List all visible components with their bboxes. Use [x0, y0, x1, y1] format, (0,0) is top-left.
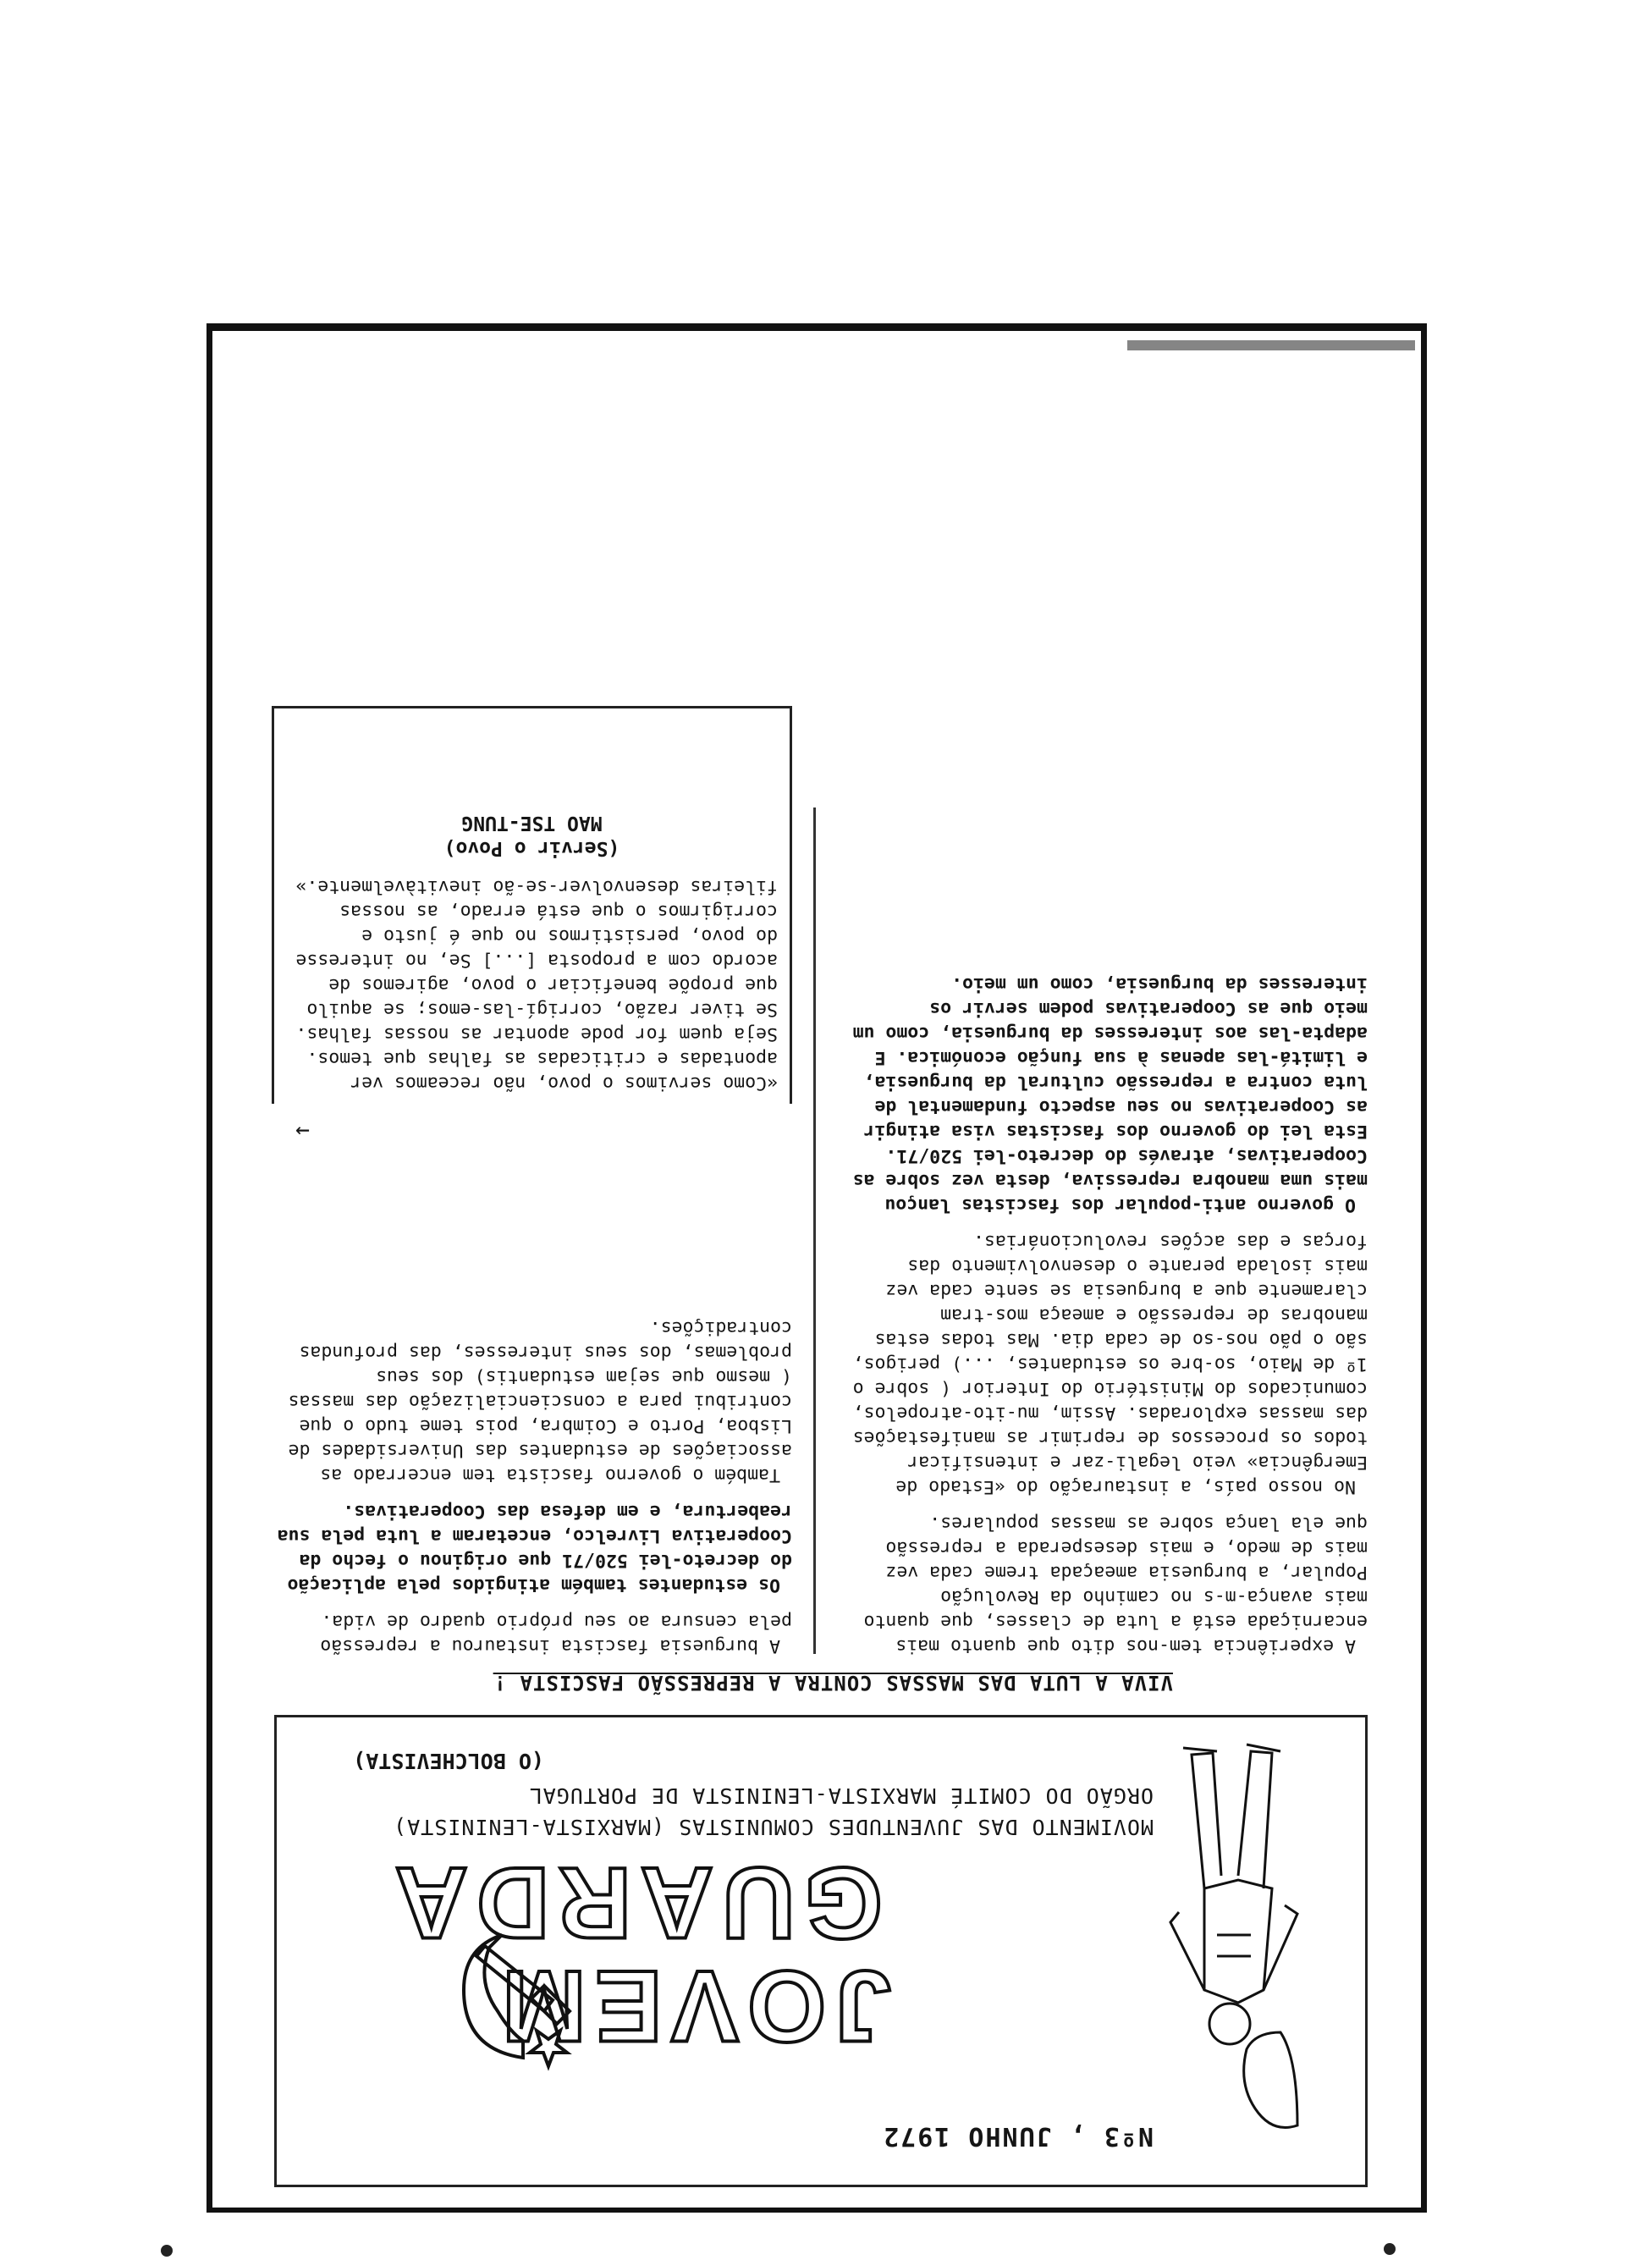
publication-tag: (O BOLCHEVISTA): [353, 1749, 544, 1773]
quote-box: [272, 706, 792, 1104]
paragraph: A burguesia fascista instaurou a repressão pela censura ao seu próprio quadro de vida.: [320, 1611, 792, 1656]
paragraph: No nosso país, a instauração do «Estado de Emergência» veio legali-zar e intensificar todos os processos de reprimir as manifestações das massas exploradas. Assim, mu-ito-atropelos, comunicados do Ministério do Interior ( sobre o 1º de Maio, so-bre os estudantes, ...) perigos, são o pão nos-so de cada dia. Mas todas estas manobras de repressão e ameaça mos-tram claramente que a burguesia se sente cada vez mais isolada perante o desenvolvimento das forças e das acções revolucionárias.: [852, 1231, 1368, 1497]
worker-figure-icon: [1128, 1702, 1331, 2159]
ink-smudge: [1127, 340, 1415, 350]
scan-mark: [161, 2245, 173, 2257]
title-line-guarda: GUARDA: [386, 1846, 883, 1960]
quote-source: (Servir o Povo): [443, 837, 620, 859]
column-divider: [813, 808, 816, 1654]
issue-number: Nº3 , JUNHO 1972: [882, 2121, 1154, 2151]
headline-banner: VIVA A LUTA DAS MASSAS CONTRA A REPRESSÃO FASCISTA !: [493, 1671, 1173, 1695]
quote-text: «Como servimos o povo, não receamos ver apontadas e criticadas as falhas que temos. Seja quem for pode apontar as nossas falhas. Se tiver razão, corrigí-las-emos; se aquilo que propõe beneficiar o povo, agiremos de acordo com a proposta [...] Se, no interesse do povo, persistirmos no que é justo e corrigirmos o que está errado, as nossas fileiras desenvolver-se-ão inevitàvelmente.»: [295, 876, 778, 1094]
title-line-jovem: JOVEM: [493, 1949, 891, 2063]
article-column-left: [851, 960, 1368, 1658]
masthead: [274, 1715, 1368, 2187]
quote-attribution: [286, 810, 778, 861]
document-page-rotated: [200, 315, 1427, 2213]
scan-mark: [1384, 2243, 1396, 2255]
paragraph: A experiência tem-nos dito que quanto mais encarniçada está a luta de classes, que quanto mais avança-m-s no caminho da Revolução Popular, a burguesia ameaçada treme cada vez mais de medo, e mais desesperada a repressão que ela lança sobre as massas populares.: [863, 1513, 1368, 1656]
arrow-icon: →: [295, 1118, 310, 1146]
paragraph-bold: O governo anti-popular dos fascistas lançou mais uma manobra repressiva, desta vez sobre as Cooperativas, através do decreto-lei 520/71. Esta lei do governo dos fascistas visa atingir as Cooperativas no seu aspecto fundamental de luta contra a repressão cultural da burguesia, e limitá-las apenas à sua função económica. E adapta-las aos interesses da burguesia, como um meio que as Cooperativas podem servir os interesses da burguesia, como um meio.: [852, 973, 1368, 1215]
paragraph: Os estudantes também atingidos pela aplicação do decreto-lei 520/71 que originou o fecho da Cooperativa Livrelco, encetaram a luta pela sua reabertura, e em defesa das Cooperativas.: [277, 1501, 792, 1596]
organization-line: MOVIMENTO DAS JUVENTUDES COMUNISTAS (MARXISTA-LENINISTA): [393, 1815, 1154, 1839]
organ-line: ORGÃO DO COMITÉ MARXISTA-LENINISTA DE PORTUGAL: [528, 1783, 1154, 1808]
quote-author: MAO TSE-TUNG: [461, 812, 603, 834]
hammer-sickle-star-icon: [438, 1922, 582, 2092]
paragraph: Também o governo fascista tem encerrado as associações de estudantes das Universidades de Lisboa, Porto e Coimbra, pois teme tudo o que contribui para a consciencialização das massas ( mesmo que sejam estudantis) dos seus problemas, dos seus interesses, das profundas contradições.: [288, 1317, 792, 1486]
article-column-right: [276, 1304, 792, 1658]
